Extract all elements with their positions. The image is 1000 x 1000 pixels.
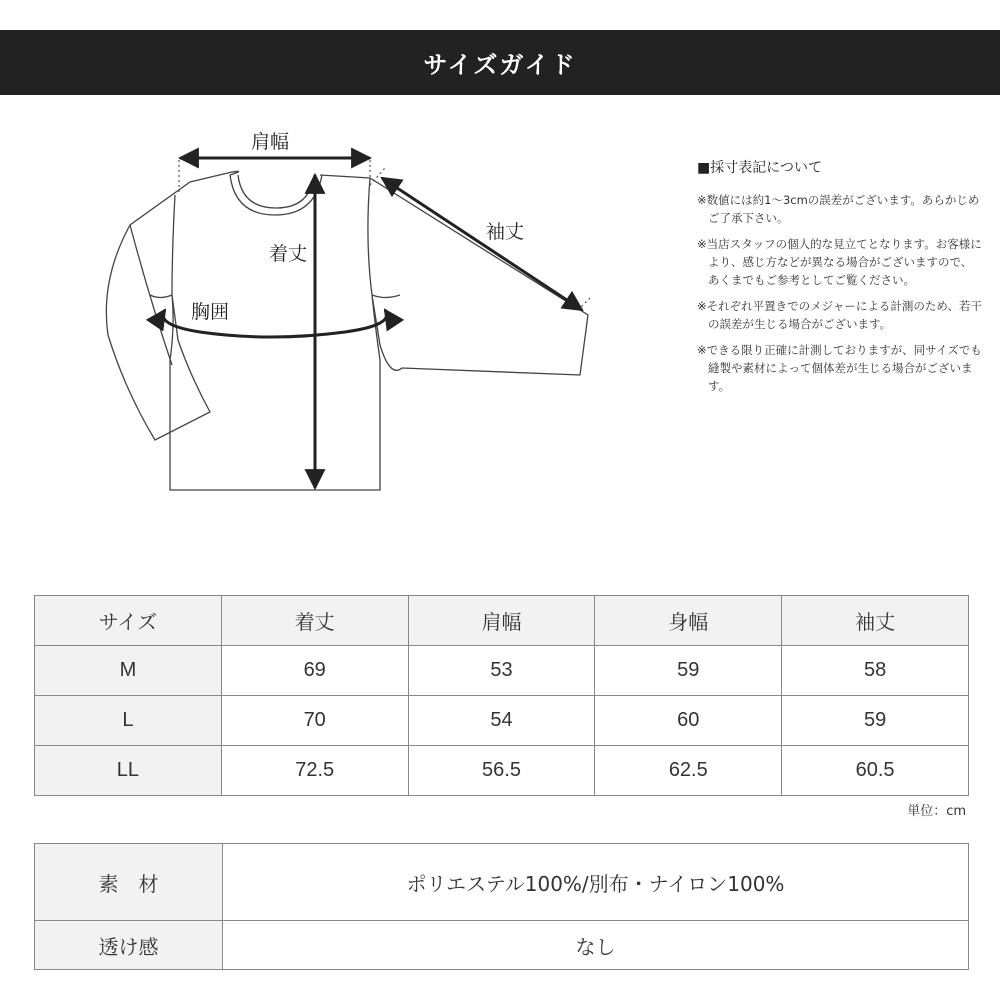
chest-label: 胸囲: [190, 301, 230, 323]
header-body-width: 身幅: [595, 596, 782, 646]
table-row: [35, 746, 969, 796]
shoulder-cell: 56.5: [408, 746, 595, 796]
body-width-cell: 60: [595, 696, 782, 746]
length-cell: 69: [221, 646, 408, 696]
notes-title: ■採寸表記について: [697, 160, 822, 176]
sleeve-cell: 58: [782, 646, 969, 696]
material-label: 素 材: [35, 844, 223, 921]
note-item: ※できる限り正確に計測しておりますが、同サイズでも縫製や素材によって個体差が生じる場合がございます。: [697, 343, 982, 393]
header-sleeve: 袖丈: [782, 596, 969, 646]
size-cell: L: [35, 696, 222, 746]
header-shoulder: 肩幅: [408, 596, 595, 646]
table-row: [35, 696, 969, 746]
shoulder-label: 肩幅: [250, 131, 290, 153]
sleeve-label: 袖丈: [485, 221, 525, 243]
measurement-notes: [697, 157, 982, 403]
note-item: ※それぞれ平置きでのメジャーによる計測のため、若干の誤差が生じる場合がございます。: [697, 299, 982, 331]
note-item: ※当店スタッフの個人的な見立てとなります。お客様により、感じ方などが異なる場合がございますので、あくまでもご参考としてご覧ください。: [697, 237, 982, 287]
sleeve-arrow: [382, 178, 582, 310]
sleeve-cell: 59: [782, 696, 969, 746]
body-width-cell: 62.5: [595, 746, 782, 796]
length-cell: 72.5: [221, 746, 408, 796]
shoulder-cell: 54: [408, 696, 595, 746]
page-title: サイズガイド: [423, 51, 577, 79]
size-diagram: [90, 120, 610, 510]
header-size: サイズ: [35, 596, 222, 646]
material-value: ポリエステル100%/別布・ナイロン100%: [223, 844, 969, 921]
table-row: [35, 921, 969, 970]
transparency-label: 透け感: [35, 921, 223, 970]
header-length: 着丈: [221, 596, 408, 646]
sleeve-cell: 60.5: [782, 746, 969, 796]
table-row: [35, 844, 969, 921]
transparency-value: なし: [223, 921, 969, 970]
table-row: [35, 646, 969, 696]
length-label: 着丈: [268, 243, 308, 265]
length-cell: 70: [221, 696, 408, 746]
material-table: [34, 843, 969, 970]
shirt-illustration: [90, 120, 610, 510]
body-width-cell: 59: [595, 646, 782, 696]
page-title-banner: [0, 30, 1000, 95]
note-item: ※数値には約1～3cmの誤差がございます。あらかじめご了承下さい。: [697, 193, 980, 225]
size-cell: LL: [35, 746, 222, 796]
unit-note: 単位：cm: [907, 804, 966, 819]
shoulder-cell: 53: [408, 646, 595, 696]
size-table: [34, 595, 969, 796]
size-cell: M: [35, 646, 222, 696]
size-table-header-row: [35, 596, 969, 646]
